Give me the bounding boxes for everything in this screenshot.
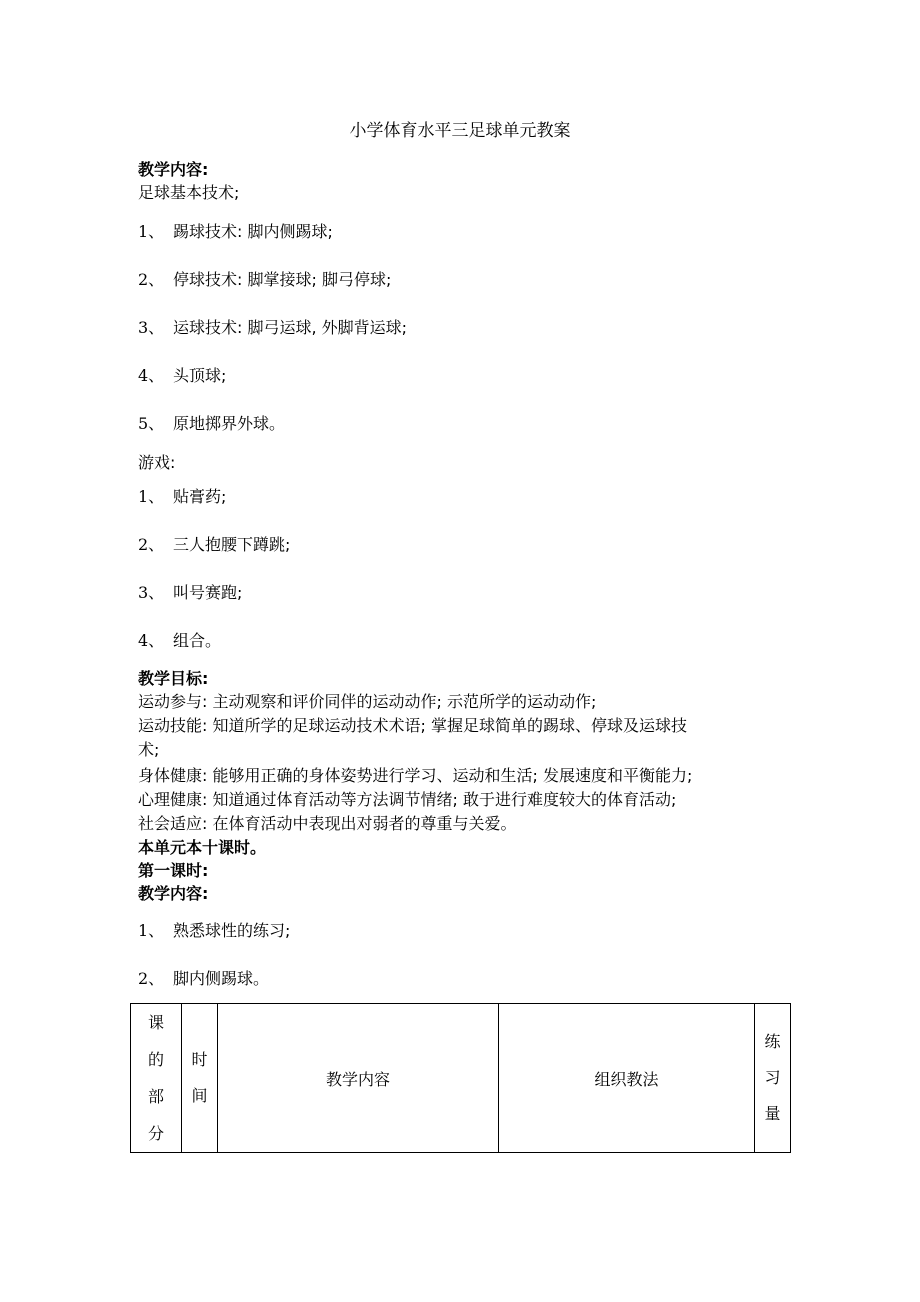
goal-line: 社会适应: 在体育活动中表现出对弱者的尊重与关爱。 bbox=[138, 814, 517, 833]
col-time-header: 时 间 bbox=[182, 1004, 218, 1153]
col-teaching-content-header: 教学内容 bbox=[218, 1004, 499, 1153]
goal-line: 运动参与: 主动观察和评价同伴的运动动作; 示范所学的运动动作; bbox=[138, 692, 597, 711]
page-title: 小学体育水平三足球单元教案 bbox=[349, 121, 571, 141]
goal-line: 术; bbox=[138, 740, 160, 759]
unit-note: 本单元本十课时。 bbox=[138, 838, 267, 857]
lesson1-item: 1、 熟悉球性的练习; bbox=[138, 921, 291, 940]
lesson1-heading: 第一课时: bbox=[138, 861, 209, 880]
goal-line: 心理健康: 知道通过体育活动等方法调节情绪; 敢于进行难度较大的体育活动; bbox=[138, 790, 677, 809]
col-organization-method-header: 组织教法 bbox=[499, 1004, 755, 1153]
teaching-goals-heading: 教学目标: bbox=[138, 669, 209, 688]
game-item: 1、 贴膏药; bbox=[138, 487, 227, 506]
basic-technique-subtitle: 足球基本技术; bbox=[138, 183, 240, 202]
technique-item: 1、 踢球技术: 脚内侧踢球; bbox=[138, 222, 333, 241]
technique-item: 3、 运球技术: 脚弓运球, 外脚背运球; bbox=[138, 318, 408, 337]
technique-item: 4、 头顶球; bbox=[138, 366, 227, 385]
lesson1-content-heading: 教学内容: bbox=[138, 884, 209, 903]
lesson-plan-table bbox=[130, 1003, 791, 1153]
col-lesson-part-header: 课 的 部 分 bbox=[131, 1004, 182, 1153]
game-item: 4、 组合。 bbox=[138, 631, 222, 650]
game-item: 2、 三人抱腰下蹲跳; bbox=[138, 535, 291, 554]
teaching-content-heading: 教学内容: bbox=[138, 160, 209, 179]
goal-line: 身体健康: 能够用正确的身体姿势进行学习、运动和生活; 发展速度和平衡能力; bbox=[138, 766, 693, 785]
technique-item: 5、 原地掷界外球。 bbox=[138, 414, 286, 433]
goal-line: 运动技能: 知道所学的足球运动技术术语; 掌握足球简单的踢球、停球及运球技 bbox=[138, 716, 687, 735]
games-heading: 游戏: bbox=[138, 453, 176, 472]
col-practice-amount-header: 练 习 量 bbox=[755, 1004, 791, 1153]
game-item: 3、 叫号赛跑; bbox=[138, 583, 243, 602]
technique-item: 2、 停球技术: 脚掌接球; 脚弓停球; bbox=[138, 270, 392, 289]
lesson1-item: 2、 脚内侧踢球。 bbox=[138, 969, 270, 988]
